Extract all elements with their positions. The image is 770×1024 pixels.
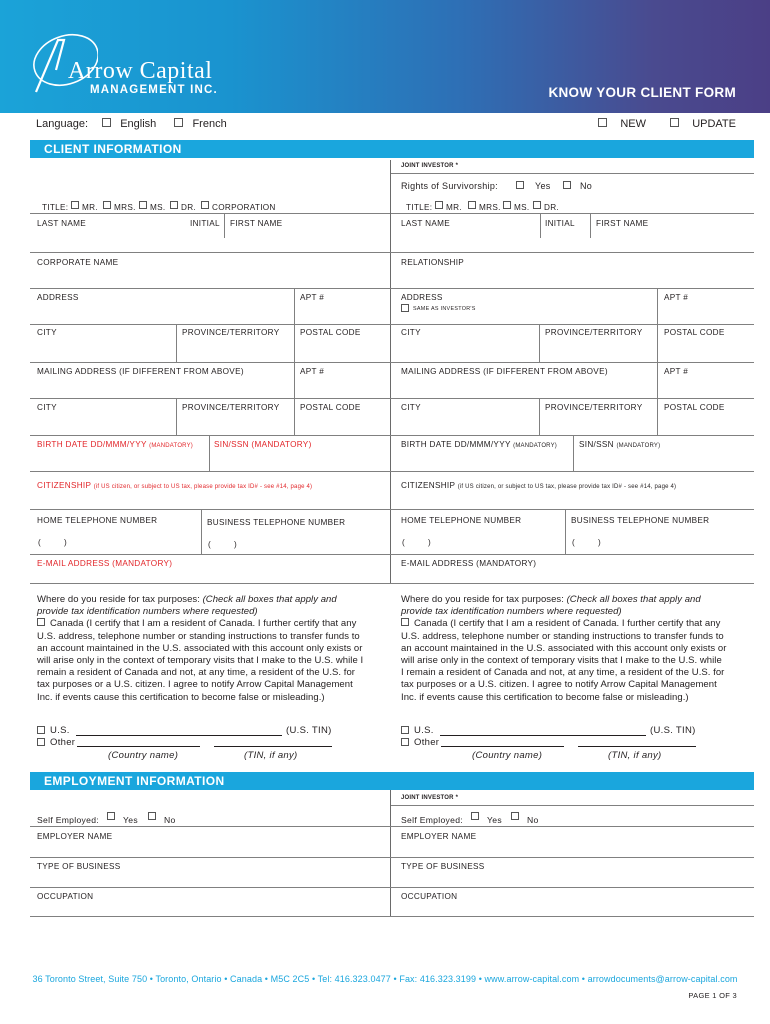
divider bbox=[30, 887, 754, 888]
title-label: TITLE: bbox=[42, 203, 69, 212]
divider bbox=[540, 213, 541, 238]
divider bbox=[209, 435, 210, 471]
business-phone-label: BUSINESS TELEPHONE NUMBER bbox=[207, 518, 346, 527]
divider bbox=[391, 805, 754, 806]
canada-checkbox[interactable] bbox=[37, 618, 45, 626]
footer-contact: 36 Toronto Street, Suite 750 • Toronto, Ontario • Canada • M5C 2C5 • Tel: 416.323.0477 • Fax: 416.323.3199 • www.arrow-capital.com • arrowdocuments@arrow-capital.com bbox=[32, 974, 738, 984]
joint-email-label: E-MAIL ADDRESS (MANDATORY) bbox=[401, 559, 537, 568]
header-banner bbox=[0, 0, 770, 113]
divider bbox=[391, 213, 754, 214]
country-name-label: (Country name) bbox=[108, 750, 179, 761]
joint-home-phone-close: ) bbox=[428, 538, 432, 547]
new-label: NEW bbox=[620, 118, 646, 130]
same-as-investor-checkbox[interactable] bbox=[401, 304, 409, 312]
divider bbox=[565, 509, 566, 554]
joint-other-label: Other bbox=[414, 737, 440, 748]
joint-investor-label: JOINT INVESTOR * bbox=[401, 163, 459, 169]
column-divider bbox=[390, 160, 391, 583]
joint-tax-residency-block bbox=[401, 594, 727, 704]
joint-mailing-province-label: PROVINCE/TERRITORY bbox=[545, 403, 643, 412]
ms-label: MS. bbox=[150, 203, 166, 212]
french-label: French bbox=[192, 118, 227, 130]
joint-canada-checkbox[interactable] bbox=[401, 618, 409, 626]
other-checkbox[interactable] bbox=[37, 738, 45, 746]
same-as-investor-label: SAME AS INVESTOR'S bbox=[413, 306, 476, 312]
joint-dr-label: DR. bbox=[544, 203, 560, 212]
mrs-label: MRS. bbox=[114, 203, 136, 212]
joint-mailing-address-label: MAILING ADDRESS (IF DIFFERENT FROM ABOVE) bbox=[401, 367, 608, 376]
divider bbox=[294, 288, 295, 324]
us-tin-line bbox=[76, 735, 282, 736]
citizenship-label: CITIZENSHIP (if US citizen, or subject to US tax, please provide tax ID# - see #14, page 4) bbox=[37, 481, 313, 490]
language-row bbox=[36, 118, 736, 134]
joint-us-tin-line bbox=[440, 735, 646, 736]
tax-heading: Where do you reside for tax purposes: bbox=[37, 594, 203, 605]
corporate-name-label: CORPORATE NAME bbox=[37, 258, 119, 267]
french-checkbox[interactable] bbox=[174, 118, 183, 127]
us-checkbox[interactable] bbox=[37, 726, 45, 734]
form-title: KNOW YOUR CLIENT FORM bbox=[548, 85, 736, 100]
joint-tin-line bbox=[578, 746, 696, 747]
divider bbox=[294, 398, 295, 435]
last-name-label: LAST NAME bbox=[37, 219, 86, 228]
first-name-label: FIRST NAME bbox=[230, 219, 283, 228]
divider bbox=[657, 398, 658, 435]
joint-us-label: U.S. bbox=[414, 725, 434, 736]
self-employed-no-label: No bbox=[164, 815, 176, 825]
joint-tin-if-any-label: (TIN, if any) bbox=[608, 750, 662, 761]
tax-heading-note: (Check all boxes that apply and provide tax identification numbers where requested) bbox=[37, 594, 337, 618]
joint-first-name-label: FIRST NAME bbox=[596, 219, 649, 228]
joint-occupation-label: OCCUPATION bbox=[401, 892, 458, 901]
dr-checkbox[interactable] bbox=[170, 201, 178, 209]
joint-last-name-label: LAST NAME bbox=[401, 219, 450, 228]
logo-subtext: MANAGEMENT INC. bbox=[90, 84, 218, 96]
divider bbox=[30, 583, 754, 584]
survivorship-no-checkbox[interactable] bbox=[563, 181, 571, 189]
language-label: Language: bbox=[36, 118, 88, 130]
joint-self-employed-label: Self Employed: bbox=[401, 815, 463, 825]
joint-title-label: TITLE: bbox=[406, 203, 433, 212]
joint-business-phone-close: ) bbox=[598, 538, 602, 547]
joint-home-phone-label: HOME TELEPHONE NUMBER bbox=[401, 516, 522, 525]
joint-country-line bbox=[441, 746, 564, 747]
tin-if-any-label: (TIN, if any) bbox=[244, 750, 298, 761]
mrs-checkbox[interactable] bbox=[103, 201, 111, 209]
corporation-checkbox[interactable] bbox=[201, 201, 209, 209]
joint-mailing-city-label: CITY bbox=[401, 403, 421, 412]
joint-type-of-business-label: TYPE OF BUSINESS bbox=[401, 862, 485, 871]
divider bbox=[224, 213, 225, 238]
client-information-bar: CLIENT INFORMATION bbox=[30, 140, 754, 158]
sin-label: SIN/SSN (MANDATORY) bbox=[214, 440, 312, 449]
divider bbox=[30, 288, 754, 289]
divider bbox=[30, 398, 754, 399]
country-line bbox=[77, 746, 200, 747]
corporation-label: CORPORATION bbox=[212, 203, 276, 212]
joint-self-employed-yes-checkbox[interactable] bbox=[471, 812, 479, 820]
joint-business-phone-label: BUSINESS TELEPHONE NUMBER bbox=[571, 516, 710, 525]
tin-line bbox=[214, 746, 332, 747]
initial-label: INITIAL bbox=[190, 219, 220, 228]
type-of-business-label: TYPE OF BUSINESS bbox=[37, 862, 121, 871]
divider bbox=[30, 554, 754, 555]
joint-tax-heading: Where do you reside for tax purposes: bbox=[401, 594, 567, 605]
divider bbox=[30, 471, 754, 472]
mailing-address-label: MAILING ADDRESS (IF DIFFERENT FROM ABOVE) bbox=[37, 367, 244, 376]
joint-ms-checkbox[interactable] bbox=[503, 201, 511, 209]
joint-address-label: ADDRESS bbox=[401, 293, 443, 302]
joint-us-tin-label: (U.S. TIN) bbox=[650, 725, 696, 736]
self-employed-label: Self Employed: bbox=[37, 815, 99, 825]
joint-postal-code-label: POSTAL CODE bbox=[664, 328, 725, 337]
joint-other-checkbox[interactable] bbox=[401, 738, 409, 746]
divider bbox=[30, 916, 754, 917]
divider bbox=[176, 398, 177, 435]
joint-mrs-label: MRS. bbox=[479, 203, 501, 212]
divider bbox=[201, 509, 202, 554]
self-employed-yes-label: Yes bbox=[123, 815, 138, 825]
divider bbox=[657, 324, 658, 362]
divider bbox=[294, 362, 295, 398]
divider bbox=[30, 324, 754, 325]
divider bbox=[590, 213, 591, 238]
divider bbox=[539, 324, 540, 362]
divider bbox=[30, 213, 390, 214]
email-label: E-MAIL ADDRESS (MANDATORY) bbox=[37, 559, 173, 568]
self-employed-no-checkbox[interactable] bbox=[148, 812, 156, 820]
divider bbox=[573, 435, 574, 471]
survivorship-yes-label: Yes bbox=[535, 181, 551, 191]
divider bbox=[30, 857, 754, 858]
divider bbox=[391, 173, 754, 174]
joint-self-employed-no-checkbox[interactable] bbox=[511, 812, 519, 820]
other-label: Other bbox=[50, 737, 76, 748]
business-phone-area-close: ) bbox=[234, 540, 238, 549]
joint-dr-checkbox[interactable] bbox=[533, 201, 541, 209]
survivorship-yes-checkbox[interactable] bbox=[516, 181, 524, 189]
divider bbox=[30, 826, 754, 827]
postal-code-label: POSTAL CODE bbox=[300, 328, 361, 337]
update-checkbox[interactable] bbox=[670, 118, 679, 127]
divider bbox=[294, 324, 295, 362]
divider bbox=[30, 252, 754, 253]
dr-label: DR. bbox=[181, 203, 197, 212]
home-phone-area-open: ( bbox=[38, 538, 42, 547]
joint-citizenship-label: CITIZENSHIP (if US citizen, or subject to US tax, please provide tax ID# - see #14, page 4) bbox=[401, 481, 677, 490]
self-employed-yes-checkbox[interactable] bbox=[107, 812, 115, 820]
joint-employer-name-label: EMPLOYER NAME bbox=[401, 832, 477, 841]
joint-mailing-postal-label: POSTAL CODE bbox=[664, 403, 725, 412]
english-label: English bbox=[120, 118, 157, 130]
joint-home-phone-open: ( bbox=[402, 538, 406, 547]
home-phone-label: HOME TELEPHONE NUMBER bbox=[37, 516, 158, 525]
joint-mr-label: MR. bbox=[446, 203, 462, 212]
birth-date-label: BIRTH DATE DD/MMM/YYY (MANDATORY) bbox=[37, 440, 194, 449]
relationship-label: RELATIONSHIP bbox=[401, 258, 465, 267]
tax-residency-block bbox=[37, 594, 367, 704]
occupation-label: OCCUPATION bbox=[37, 892, 94, 901]
city-label: CITY bbox=[37, 328, 57, 337]
joint-city-label: CITY bbox=[401, 328, 421, 337]
joint-mr-checkbox[interactable] bbox=[435, 201, 443, 209]
joint-us-checkbox[interactable] bbox=[401, 726, 409, 734]
mailing-province-label: PROVINCE/TERRITORY bbox=[182, 403, 280, 412]
page-number: PAGE 1 OF 3 bbox=[688, 991, 737, 1000]
joint-ms-label: MS. bbox=[514, 203, 530, 212]
mailing-city-label: CITY bbox=[37, 403, 57, 412]
joint-country-name-label: (Country name) bbox=[472, 750, 543, 761]
joint-self-employed-no-label: No bbox=[527, 815, 539, 825]
home-phone-area-close: ) bbox=[64, 538, 68, 547]
joint-apt-label: APT # bbox=[664, 293, 689, 302]
employment-column-divider bbox=[390, 790, 391, 916]
divider bbox=[657, 288, 658, 324]
divider bbox=[657, 362, 658, 398]
new-checkbox[interactable] bbox=[598, 118, 607, 127]
joint-self-employed-yes-label: Yes bbox=[487, 815, 502, 825]
joint-mrs-checkbox[interactable] bbox=[468, 201, 476, 209]
joint-birth-date-label: BIRTH DATE DD/MMM/YYY (MANDATORY) bbox=[401, 440, 558, 449]
province-label: PROVINCE/TERRITORY bbox=[182, 328, 280, 337]
ms-checkbox[interactable] bbox=[139, 201, 147, 209]
employment-information-bar: EMPLOYMENT INFORMATION bbox=[30, 772, 754, 790]
survivorship-no-label: No bbox=[580, 181, 593, 191]
divider bbox=[176, 324, 177, 362]
mailing-postal-code-label: POSTAL CODE bbox=[300, 403, 361, 412]
joint-sin-label: SIN/SSN (MANDATORY) bbox=[579, 440, 661, 449]
joint-mailing-apt-label: APT # bbox=[664, 367, 689, 376]
mailing-apt-label: APT # bbox=[300, 367, 325, 376]
joint-canada-certification: Canada (I certify that I am a resident of Canada. I further certify that any U.S. address, telephone number or standing instructions to transfer funds to an account maintained in the U.S. associated with this account only exists or will arise only in the context of temporary visits that I make to the U.S. while I remain a resident of Canada and not, at any time, a resident of the U.S. for tax purposes or a U.S. citizen. I agree to notify Arrow Capital Management Inc. if events cause this certification to become false or misleading.) bbox=[401, 618, 727, 703]
divider bbox=[30, 362, 754, 363]
rights-survivorship-label: Rights of Survivorship: bbox=[401, 181, 498, 191]
divider bbox=[539, 398, 540, 435]
logo-text: Arrow Capital bbox=[68, 58, 213, 84]
employment-joint-investor-label: JOINT INVESTOR * bbox=[401, 795, 459, 801]
joint-tax-heading-note: (Check all boxes that apply and provide tax identification numbers where requested) bbox=[401, 594, 701, 618]
address-label: ADDRESS bbox=[37, 293, 79, 302]
mr-checkbox[interactable] bbox=[71, 201, 79, 209]
joint-province-label: PROVINCE/TERRITORY bbox=[545, 328, 643, 337]
divider bbox=[30, 435, 754, 436]
us-label: U.S. bbox=[50, 725, 70, 736]
update-label: UPDATE bbox=[692, 118, 736, 130]
divider bbox=[30, 509, 754, 510]
apt-label: APT # bbox=[300, 293, 325, 302]
us-tin-label: (U.S. TIN) bbox=[286, 725, 332, 736]
canada-certification: Canada (I certify that I am a resident of Canada. I further certify that any U.S. address, telephone number or standing instructions to transfer funds to an account maintained in the U.S. associated with this account only exists or will arise only in the context of temporary visits that I make to the U.S. while I remain a resident of Canada and not, at any time, a resident of the U.S. for tax purposes or a U.S. citizen. I agree to notify Arrow Capital Management Inc. if events cause this certification to become false or misleading.) bbox=[37, 618, 364, 703]
employer-name-label: EMPLOYER NAME bbox=[37, 832, 113, 841]
joint-initial-label: INITIAL bbox=[545, 219, 575, 228]
business-phone-area-open: ( bbox=[208, 540, 212, 549]
joint-business-phone-open: ( bbox=[572, 538, 576, 547]
mr-label: MR. bbox=[82, 203, 98, 212]
english-checkbox[interactable] bbox=[102, 118, 111, 127]
